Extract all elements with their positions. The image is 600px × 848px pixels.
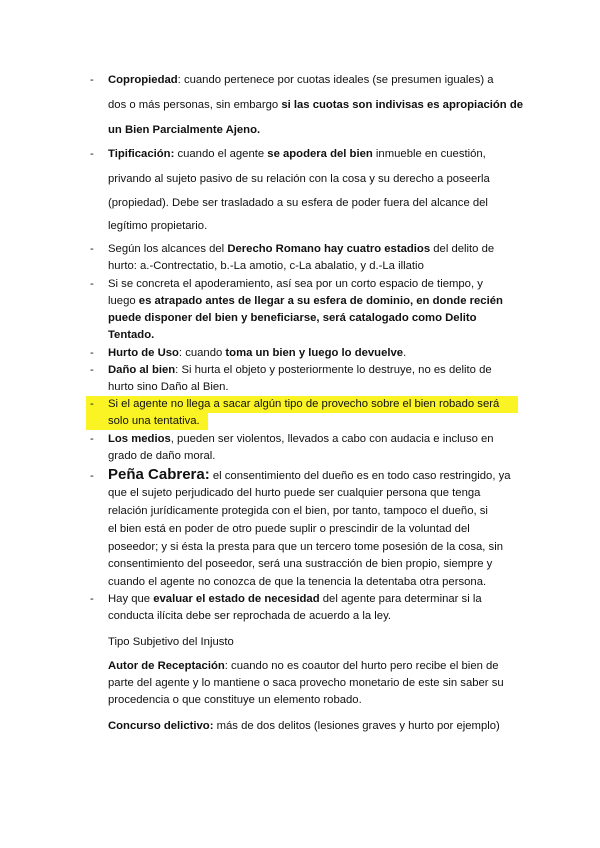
term-hurto-de-uso: Hurto de Uso	[108, 347, 179, 359]
text-line: que el sujeto perjudicado del hurto puede ser cualquier persona que tenga	[108, 487, 481, 499]
text-line: Autor de Receptación: cuando no es coautor del hurto pero recibe el bien de	[108, 660, 499, 672]
term-concurso-delictivo: Concurso delictivo:	[108, 720, 214, 732]
term-pena-cabrera: Peña Cabrera:	[108, 466, 210, 483]
bullet-dash: -	[90, 470, 94, 482]
text-line: privando al sujeto pasivo de su relación con la cosa y su derecho a poseerla	[108, 173, 490, 185]
text-line: Copropiedad: cuando pertenece por cuotas ideales (se presumen iguales) a	[108, 74, 494, 86]
term-dano-al-bien: Daño al bien	[108, 364, 176, 376]
text-line: el bien está en poder de otro puede suplir o prescindir de la voluntad del	[108, 523, 470, 535]
bullet-dash: -	[90, 148, 94, 160]
text-line: grado de daño moral.	[108, 450, 216, 462]
text-line: poseedor; y si ésta la presta para que un tercero tome posesión de la cosa, sin	[108, 541, 503, 553]
bullet-dash: -	[90, 593, 94, 605]
text-line: hurto: a.-Contrectatio, b.-La amotio, c-La abalatio, y d.-La illatio	[108, 260, 424, 272]
text-line: cuando el agente no conozca de que la tenencia la detentaba otra persona.	[108, 576, 487, 588]
bullet-dash: -	[90, 347, 94, 359]
term-copropiedad: Copropiedad	[108, 74, 178, 86]
text-line: (propiedad). Debe ser trasladado a su esfera de poder fuera del alcance del	[108, 197, 488, 209]
text-line: Los medios, pueden ser violentos, llevados a cabo con audacia e incluso en	[108, 433, 494, 445]
text-line: Según los alcances del Derecho Romano hay cuatro estadios del delito de	[108, 243, 495, 255]
text-line: Peña Cabrera: el consentimiento del dueño es en todo caso restringido, ya	[108, 466, 511, 483]
text-line: solo una tentativa.	[108, 415, 200, 427]
text-line: hurto sino Daño al Bien.	[108, 381, 229, 393]
bullet-dash: -	[90, 243, 94, 255]
text-line: Tipificación: cuando el agente se apodera del bien inmueble en cuestión,	[108, 148, 486, 160]
bullet-dash: -	[90, 278, 94, 290]
text-line: Tentado.	[108, 329, 155, 341]
section-subheading: Tipo Subjetivo del Injusto	[108, 636, 234, 648]
bullet-dash: -	[90, 364, 94, 376]
term-tipificacion: Tipificación:	[108, 148, 175, 160]
text-line: consentimiento del poseedor, será una sustracción de bien propio, siempre y	[108, 558, 493, 570]
text-line: relación jurídicamente protegida con el bien, por tanto, tampoco el dueño, si	[108, 505, 488, 517]
text-line: Hay que evaluar el estado de necesidad del agente para determinar si la	[108, 593, 482, 605]
text-line: parte del agente y lo mantiene o saca provecho monetario de este sin saber su	[108, 677, 504, 689]
text-line: dos o más personas, sin embargo si las cuotas son indivisas es apropiación de	[108, 99, 524, 111]
text-line: Hurto de Uso: cuando toma un bien y luego lo devuelve.	[108, 347, 407, 359]
bullet-dash: -	[90, 433, 94, 445]
text-line: conducta ilícita debe ser reprochada de acuerdo a la ley.	[108, 610, 392, 622]
term-los-medios: Los medios	[108, 433, 171, 445]
text-line: legítimo propietario.	[108, 220, 208, 232]
text-line: Si se concreta el apoderamiento, así sea por un corto espacio de tiempo, y	[108, 278, 483, 290]
text-line: puede disponer del bien y beneficiarse, será catalogado como Delito	[108, 312, 477, 324]
text-line: Concurso delictivo: más de dos delitos (lesiones graves y hurto por ejemplo)	[108, 720, 500, 732]
text-line: Si el agente no llega a sacar algún tipo de provecho sobre el bien robado será	[108, 398, 500, 410]
bullet-dash: -	[90, 398, 94, 410]
text-line: Daño al bien: Si hurta el objeto y posteriormente lo destruye, no es delito de	[108, 364, 492, 376]
text-line: un Bien Parcialmente Ajeno.	[108, 124, 261, 136]
text-line: luego es atrapado antes de llegar a su esfera de dominio, en donde recién	[108, 295, 503, 307]
text-line: procedencia o que constituye un elemento robado.	[108, 694, 362, 706]
bullet-dash: -	[90, 74, 94, 86]
term-autor-de-receptacion: Autor de Receptación	[108, 660, 225, 672]
